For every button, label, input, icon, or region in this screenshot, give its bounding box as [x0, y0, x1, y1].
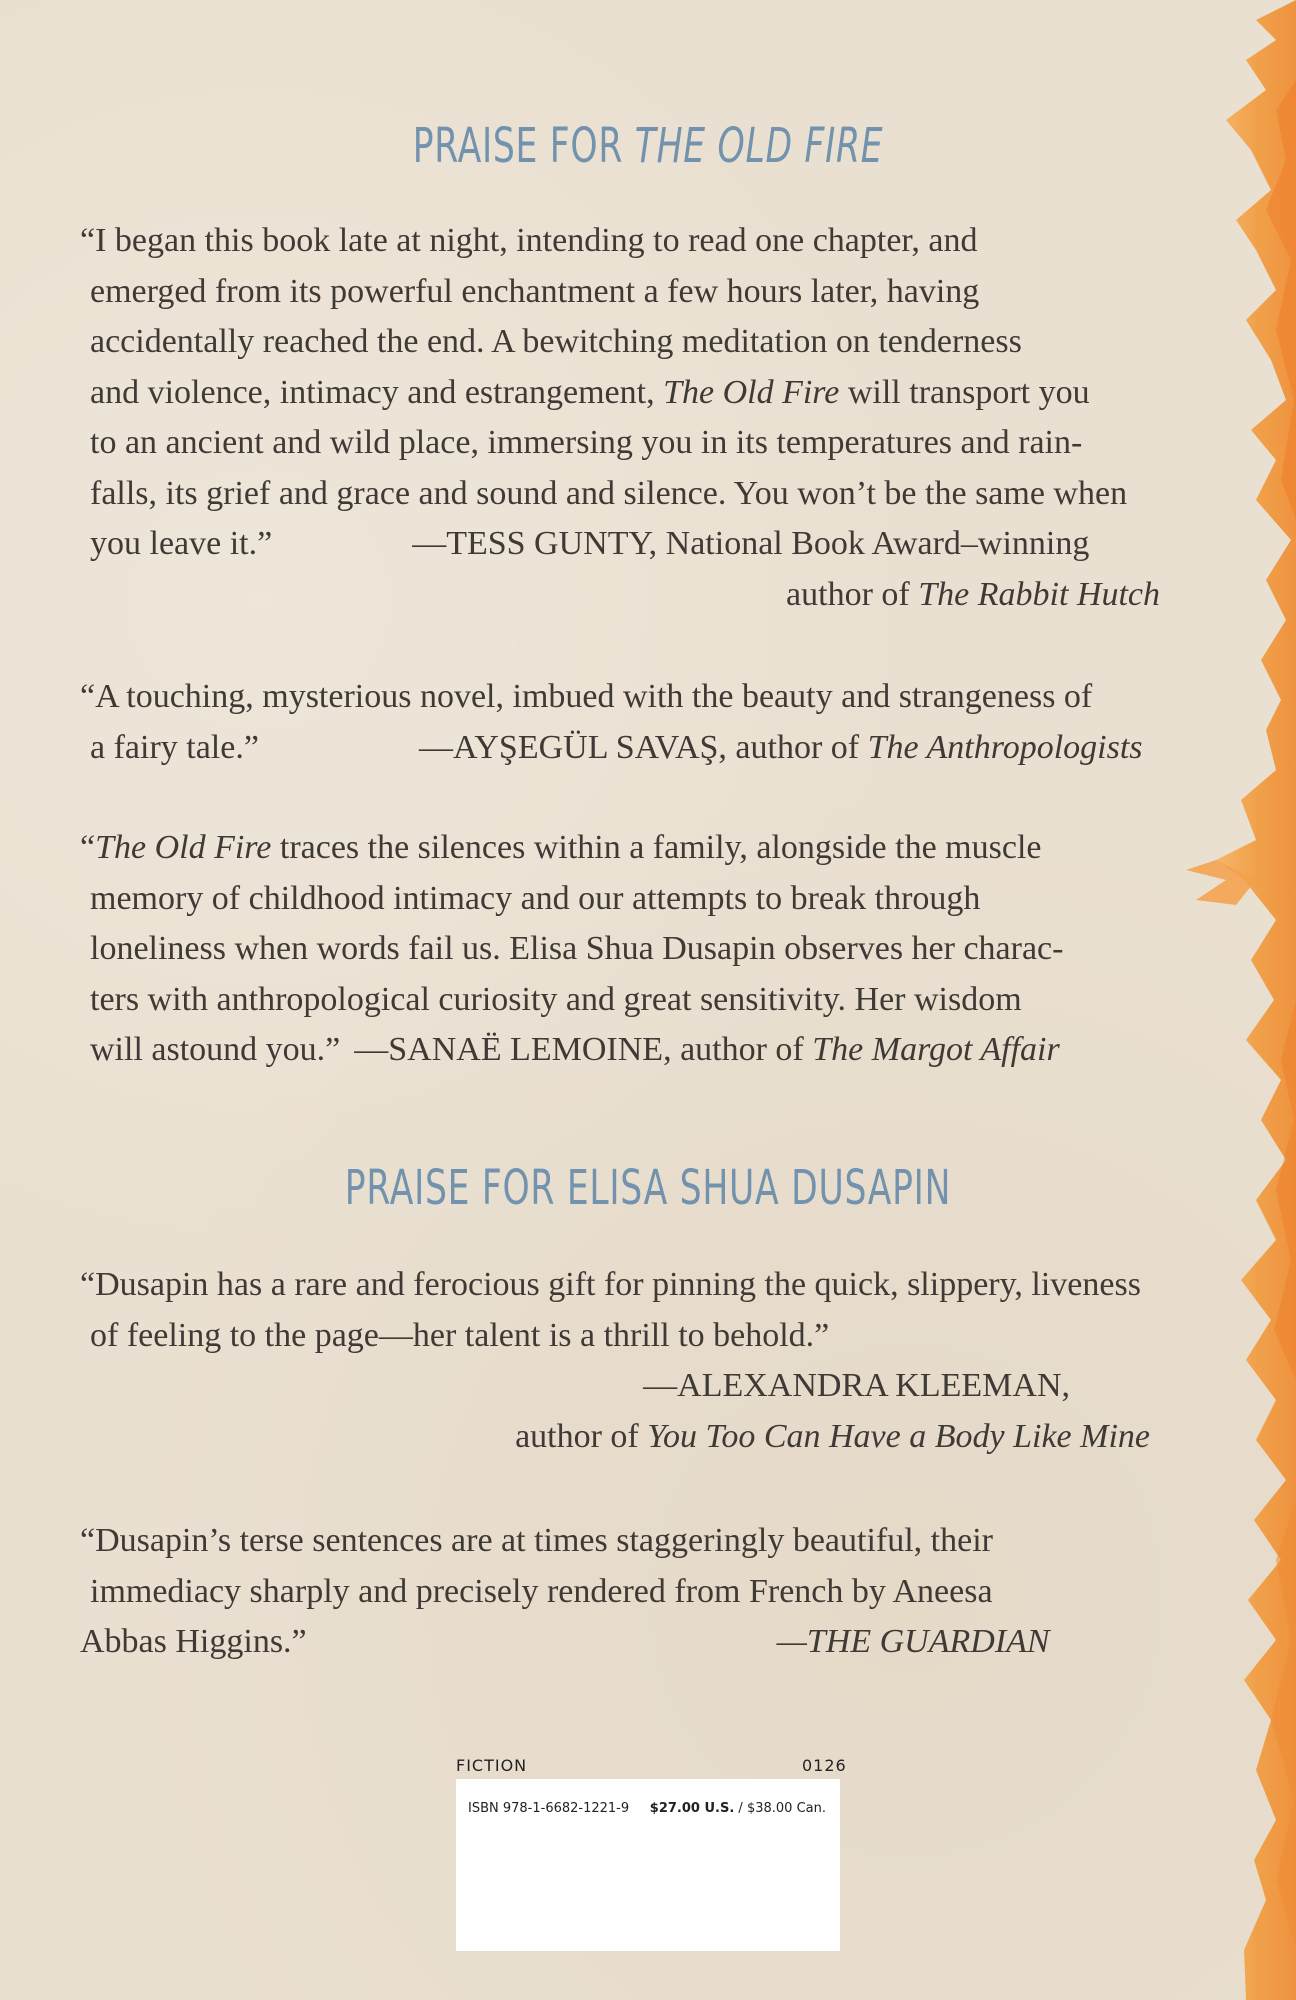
quote-attribution: —AYŞEGÜL SAVAŞ, author of The Anthropologists: [418, 728, 1143, 766]
quote-line: and violence, intimacy and estrangement, The Old Fire will transport you: [90, 373, 1090, 411]
barcode-box: [456, 1779, 840, 1951]
quote-attribution: —ALEXANDRA KLEEMAN,: [643, 1367, 1070, 1404]
quote-line: immediacy sharply and precisely rendered from French by Aneesa: [90, 1572, 993, 1610]
quote-line: you leave it.” —TESS GUNTY, National Book Award–winning: [90, 525, 1090, 562]
quote-line: “The Old Fire traces the silences within a family, alongside the muscle: [80, 829, 1042, 866]
product-code: 0126: [802, 1756, 847, 1775]
quote-line: falls, its grief and grace and sound and silence. You won’t be the same when: [90, 474, 1128, 512]
quote-tess-gunty: [80, 216, 1190, 620]
section-heading-dusapin: PRAISE FOR ELISA SHUA DUSAPIN: [344, 1160, 952, 1216]
quote-attribution: —TESS GUNTY, National Book Award–winning: [412, 525, 1090, 562]
quote-line: “Dusapin’s terse sentences are at times staggeringly beautiful, their: [80, 1522, 993, 1559]
quote-line: of feeling to the page—her talent is a thrill to behold.”: [90, 1316, 830, 1354]
quote-line: “Dusapin has a rare and ferocious gift for pinning the quick, slippery, liveness: [80, 1266, 1141, 1303]
quote-line: memory of childhood intimacy and our attempts to break through: [90, 879, 981, 917]
quote-line: loneliness when words fail us. Elisa Shua Dusapin observes her charac-: [90, 930, 1064, 967]
quote-sanae-lemoine: [80, 823, 1190, 1076]
quote-aysegul-savas: [80, 672, 1190, 773]
quote-attribution-source: author of You Too Can Have a Body Like Mine: [515, 1417, 1150, 1455]
quote-alexandra-kleeman: [80, 1260, 1190, 1462]
quote-attribution: —SANAË LEMOINE, author of The Margot Affair: [354, 1031, 1060, 1068]
quote-line: accidentally reached the end. A bewitching meditation on tenderness: [90, 323, 1022, 360]
quote-line: to an ancient and wild place, immersing you in its temperatures and rain-: [90, 424, 1083, 461]
section-heading-old-fire: PRAISE FOR THE OLD FIRE: [412, 118, 884, 174]
isbn-text: ISBN 978-1-6682-1221-9: [468, 1801, 630, 1816]
quote-line: “I began this book late at night, intending to read one chapter, and: [80, 222, 978, 259]
quote-the-guardian: [80, 1516, 1190, 1668]
price-text: $27.00 U.S. / $38.00 Can.: [649, 1801, 826, 1816]
quote-attribution-source: author of The Rabbit Hutch: [786, 575, 1160, 613]
quote-line: will astound you.” —SANAË LEMOINE, author of The Margot Affair: [90, 1031, 1060, 1068]
quote-line: emerged from its powerful enchantment a few hours later, having: [90, 272, 980, 310]
quote-line: “A touching, mysterious novel, imbued with the beauty and strangeness of: [80, 678, 1093, 715]
quote-attribution: —THE GUARDIAN: [776, 1623, 1050, 1660]
quote-line: ters with anthropological curiosity and great sensitivity. Her wisdom: [90, 980, 1022, 1018]
quote-line: Abbas Higgins.” —THE GUARDIAN: [80, 1623, 1050, 1660]
quote-line: a fairy tale.” —AYŞEGÜL SAVAŞ, author of The Anthropologists: [90, 728, 1143, 766]
category-label: FICTION: [456, 1756, 528, 1775]
